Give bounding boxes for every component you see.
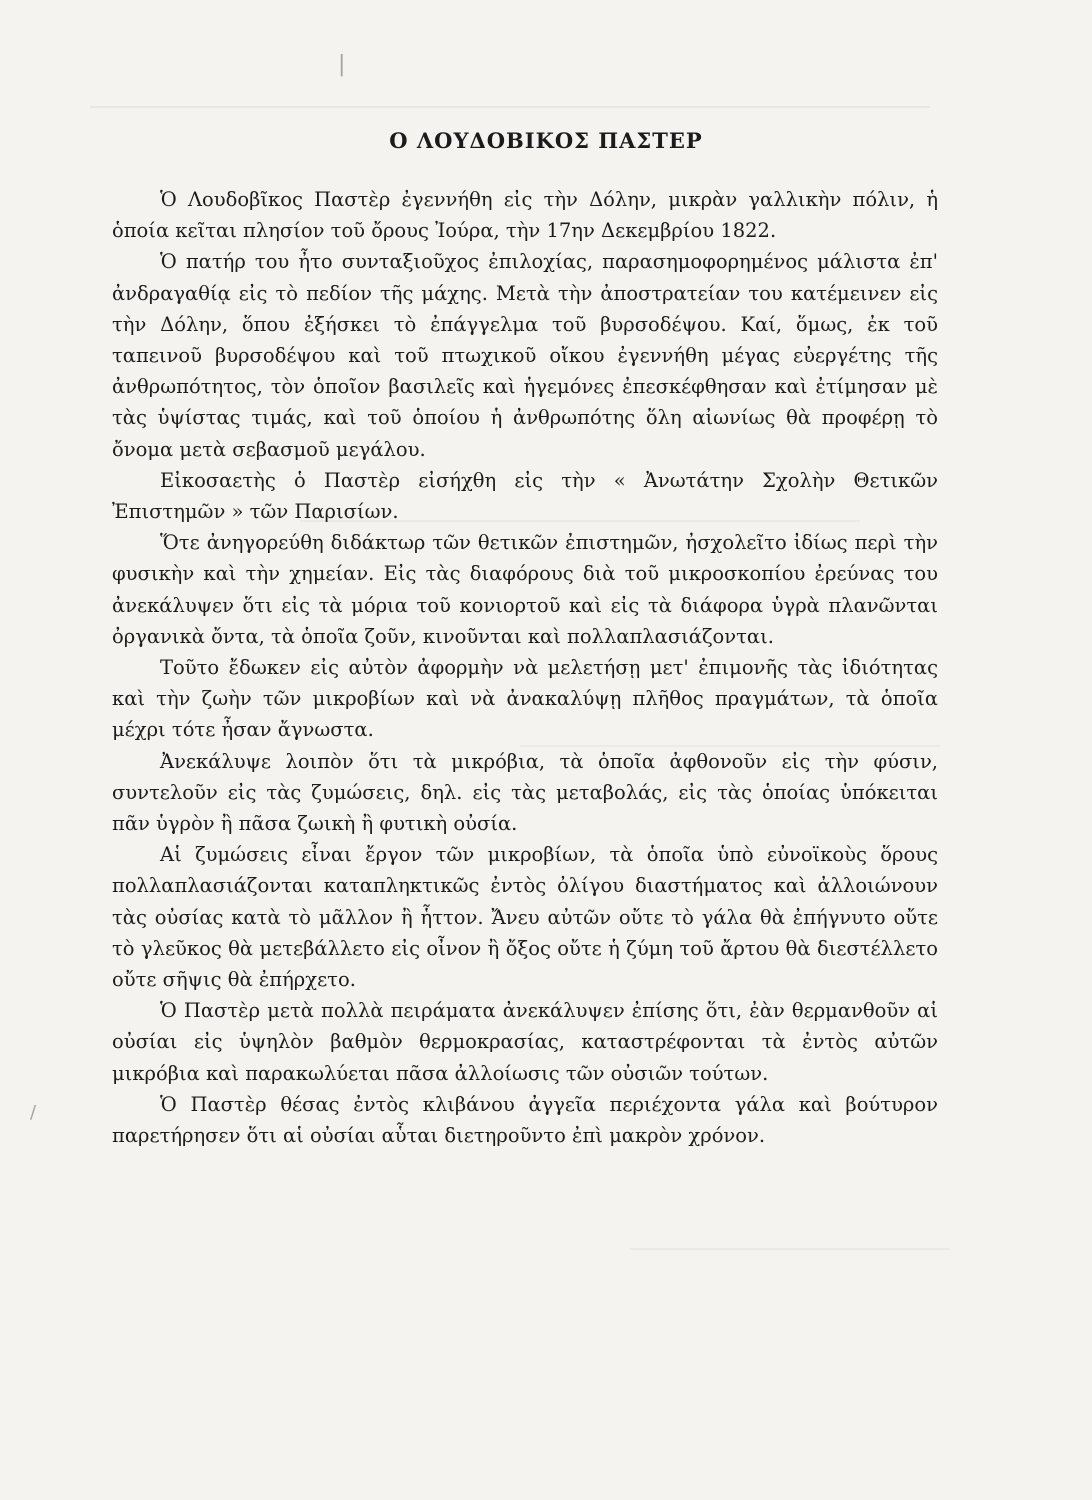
body-text [112, 184, 938, 1151]
paragraph: Ὁ Παστὲρ θέσας ἐντὸς κλιβάνου ἀγγεῖα περιέχοντα γάλα καὶ βούτυρον παρετήρησεν ὅτι αἱ οὐσίαι αὗται διετηροῦντο ἐπὶ μακρὸν χρόνον. [112, 1092, 938, 1148]
paragraph: Ὁ Λουδοβῖκος Παστὲρ ἐγεννήθη εἰς τὴν Δόλην, μικρὰν γαλλικὴν πόλιν, ἡ ὁποία κεῖται πλησίον τοῦ ὄρους Ἰούρα, τὴν 17ην Δεκεμβρίου 1822. [112, 188, 938, 243]
paragraph: Ἀνεκάλυψε λοιπὸν ὅτι τὰ μικρόβια, τὰ ὁποῖα ἀφθονοῦν εἰς τὴν φύσιν, συντελοῦν εἰς τὰς ζυμώσεις, δηλ. εἰς τὰς μεταβολάς, εἰς τὰς ὁποίας ὑπόκειται πᾶν ὑγρὸν ἢ πᾶσα ζωικὴ ἢ φυτικὴ οὐσία. [112, 749, 938, 836]
scan-mark: / [30, 1102, 37, 1123]
paragraph: Εἰκοσαετὴς ὁ Παστὲρ εἰσήχθη εἰς τὴν « Ἀνωτάτην Σχολὴν Θετικῶν Ἐπιστημῶν » τῶν Παρισίων. [112, 468, 938, 524]
paragraph: Ὁ πατήρ του ἦτο συνταξιοῦχος ἐπιλοχίας, παρασημοφορημένος μάλιστα ἐπ' ἀνδραγαθίᾳ εἰς τὸ πεδίον τῆς μάχης. Μετὰ τὴν ἀποστρατείαν του κατέμεινεν εἰς τὴν Δόλην, ὅπου ἐξήσκει τὸ ἐπάγγελμα τοῦ βυρσοδέψου. Καί, ὅμως, ἐκ τοῦ ταπεινοῦ βυρσοδέψου καὶ τοῦ πτωχικοῦ οἴκου ἐγεννήθη μέγας εὐεργέτης τῆς ἀνθρωπότητος, τὸν ὁποῖον βασιλεῖς καὶ ἡγεμόνες ἐπεσκέφθησαν καὶ ἐτίμησαν μὲ τὰς ὑψίστας τιμάς, καὶ τοῦ ὁποίου ἡ ἀνθρωπότης ὅλη αἰωνίως θὰ προφέρῃ τὸ ὄνομα μετὰ σεβασμοῦ μεγάλου. [112, 250, 938, 461]
paragraph: Ὁ Παστὲρ μετὰ πολλὰ πειράματα ἀνεκάλυψεν ἐπίσης ὅτι, ἐὰν θερμανθοῦν αἱ οὐσίαι εἰς ὑψηλὸν βαθμὸν θερμοκρασίας, καταστρέφονται τὰ ἐντὸς αὐτῶν μικρόβια καὶ παρακωλύεται πᾶσα ἀλλοίωσις τῶν οὐσιῶν τούτων. [112, 999, 938, 1085]
paragraph: Ὅτε ἀνηγορεύθη διδάκτωρ τῶν θετικῶν ἐπιστημῶν, ἠσχολεῖτο ἰδίως περὶ τὴν φυσικὴν καὶ τὴν χημείαν. Εἰς τὰς διαφόρους διὰ τοῦ μικροσκοπίου ἐρεύνας του ἀνεκάλυψεν ὅτι εἰς τὰ μόρια τοῦ κονιορτοῦ καὶ εἰς τὰ διάφορα ὑγρὰ πλανῶνται ὀργανικὰ ὄντα, τὰ ὁποῖα ζοῦν, κινοῦνται καὶ πολλαπλασιάζονται. [112, 531, 938, 648]
bleed-through-line [630, 1248, 950, 1250]
scan-mark: | [338, 52, 346, 77]
paragraph: Τοῦτο ἔδωκεν εἰς αὐτὸν ἀφορμὴν νὰ μελετήσῃ μετ' ἐπιμονῆς τὰς ἰδιότητας καὶ τὴν ζωὴν τῶν μικροβίων καὶ νὰ ἀνακαλύψῃ πλῆθος πραγμάτων, τὰ ὁποῖα μέχρι τότε ἦσαν ἄγνωστα. [112, 656, 938, 742]
bleed-through-header [90, 70, 930, 108]
page-title: Ο ΛΟΥΔΟΒΙΚΟΣ ΠΑΣΤΕΡ [389, 128, 703, 153]
paragraph: Αἱ ζυμώσεις εἶναι ἔργον τῶν μικροβίων, τὰ ὁποῖα ὑπὸ εὐνοϊκοὺς ὅρους πολλαπλασιάζονται καταπληκτικῶς ἐντὸς ὀλίγου διαστήματος καὶ ἀλλοιώνουν τὰς οὐσίας κατὰ τὸ μᾶλλον ἢ ἧττον. Ἄνευ αὐτῶν οὔτε τὸ γάλα θὰ ἐπήγνυτο οὔτε τὸ γλεῦκος θὰ μετεβάλλετο εἰς οἶνον ἢ ὄξος οὔτε ἡ ζύμη τοῦ ἄρτου θὰ διεστέλλετο οὔτε σῆψις θὰ ἐπήρχετο. [112, 843, 938, 992]
